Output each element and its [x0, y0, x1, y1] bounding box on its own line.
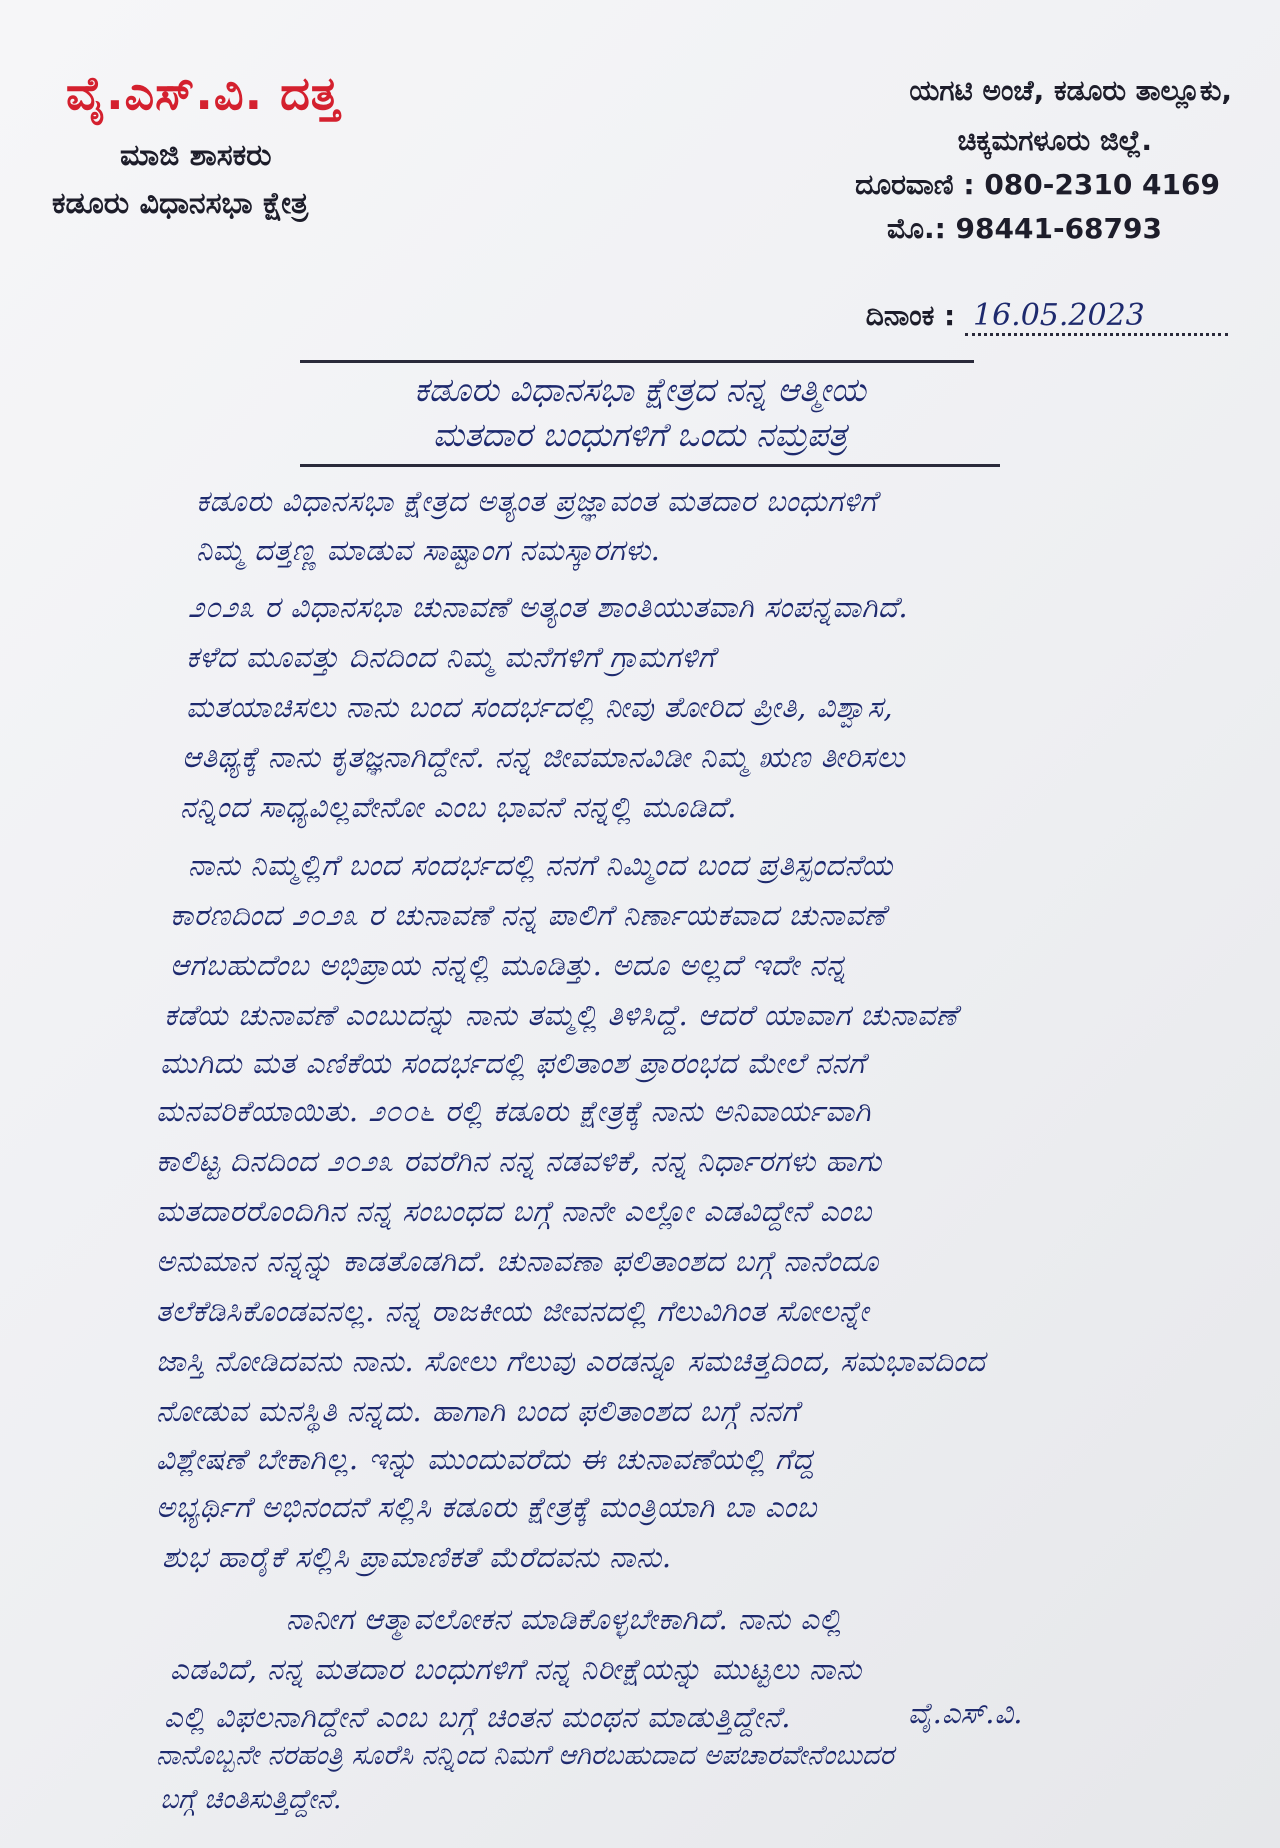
subject-top-rule: [300, 360, 974, 363]
body-line: ಆತಿಥ್ಯಕ್ಕೆ ನಾನು ಕೃತಜ್ಞನಾಗಿದ್ದೇನೆ. ನನ್ನ ಜೀವಮಾನವಿಡೀ ನಿಮ್ಮ ಋಣ ತೀರಿಸಲು: [182, 740, 906, 774]
subject-line-1: ಕಡೂರು ವಿಧಾನಸಭಾ ಕ್ಷೇತ್ರದ ನನ್ನ ಆತ್ಮೀಯ: [414, 370, 866, 409]
body-line: ಮತದಾರರೊಂದಿಗಿನ ನನ್ನ ಸಂಬಂಧದ ಬಗ್ಗೆ ನಾನೇ ಎಲ್ಲೋ ಎಡವಿದ್ದೇನೆ ಎಂಬ: [156, 1194, 872, 1228]
body-line: ಕಡೂರು ವಿಧಾನಸಭಾ ಕ್ಷೇತ್ರದ ಅತ್ಯಂತ ಪ್ರಜ್ಞಾವಂತ ಮತದಾರ ಬಂಧುಗಳಿಗೆ: [196, 484, 878, 518]
body-line: ಕಾಲಿಟ್ಟ ದಿನದಿಂದ ೨೦೨೩ ರವರೆಗಿನ ನನ್ನ ನಡವಳಿಕೆ, ನನ್ನ ನಿರ್ಧಾರಗಳು ಹಾಗು: [156, 1144, 882, 1178]
body-line: ಕಾರಣದಿಂದ ೨೦೨೩ ರ ಚುನಾವಣೆ ನನ್ನ ಪಾಲಿಗೆ ನಿರ್ಣಾಯಕವಾದ ಚುನಾವಣೆ: [170, 898, 886, 932]
body-line: ಮನವರಿಕೆಯಾಯಿತು. ೨೦೦೬ ರಲ್ಲಿ ಕಡೂರು ಕ್ಷೇತ್ರಕ್ಕೆ ನಾನು ಅನಿವಾರ್ಯವಾಗಿ: [156, 1094, 871, 1128]
body-line: ನನ್ನಿಂದ ಸಾಧ್ಯವಿಲ್ಲವೇನೋ ಎಂಬ ಭಾವನೆ ನನ್ನಲ್ಲಿ ಮೂಡಿದೆ.: [180, 790, 738, 824]
date-value: 16.05.2023: [965, 298, 1228, 336]
body-line: ಕಡೆಯ ಚುನಾವಣೆ ಎಂಬುದನ್ನು ನಾನು ತಮ್ಮಲ್ಲಿ ತಿಳಿಸಿದ್ದೆ. ಆದರೆ ಯಾವಾಗ ಚುನಾವಣೆ: [164, 998, 958, 1032]
date-row: [866, 298, 1228, 336]
body-line: ನಾನೊಬ್ಬನೇ ನರಹಂತ್ರಿ ಸೂರೆಸಿ ನನ್ನಿಂದ ನಿಮಗೆ ಆಗಿರಬಹುದಾದ ಅಪಚಾರವೇನೆಂಬುದರ: [156, 1740, 894, 1771]
body-line: ಅಭ್ಯರ್ಥಿಗೆ ಅಭಿನಂದನೆ ಸಲ್ಲಿಸಿ ಕಡೂರು ಕ್ಷೇತ್ರಕ್ಕೆ ಮಂತ್ರಿಯಾಗಿ ಬಾ ಎಂಬ: [156, 1490, 817, 1524]
body-line: ಆಗಬಹುದೆಂಬ ಅಭಿಪ್ರಾಯ ನನ್ನಲ್ಲಿ ಮೂಡಿತ್ತು. ಅದೂ ಅಲ್ಲದೆ ಇದೇ ನನ್ನ: [170, 948, 847, 982]
body-line: ಮತಯಾಚಿಸಲು ನಾನು ಬಂದ ಸಂದರ್ಭದಲ್ಲಿ ನೀವು ತೋರಿದ ಪ್ರೀತಿ, ವಿಶ್ವಾಸ,: [186, 690, 894, 724]
body-line: ಶುಭ ಹಾರೈಕೆ ಸಲ್ಲಿಸಿ ಪ್ರಾಮಾಣಿಕತೆ ಮೆರೆದವನು ನಾನು.: [162, 1540, 672, 1574]
letterhead-role: ಮಾಜಿ ಶಾಸಕರು: [120, 138, 272, 173]
address-line-1: ಯಗಟಿ ಅಂಚೆ, ಕಡೂರು ತಾಲ್ಲೂಕು,: [909, 74, 1232, 107]
subject-bottom-rule: [300, 464, 1000, 467]
body-line: ವಿಶ್ಲೇಷಣೆ ಬೇಕಾಗಿಲ್ಲ. ಇನ್ನು ಮುಂದುವರೆದು ಈ ಚುನಾವಣೆಯಲ್ಲಿ ಗೆದ್ದ: [156, 1442, 815, 1476]
mobile-number: ಮೊ.: 98441-68793: [887, 212, 1162, 245]
body-line: ಅನುಮಾನ ನನ್ನನ್ನು ಕಾಡತೊಡಗಿದೆ. ಚುನಾವಣಾ ಫಲಿತಾಂಶದ ಬಗ್ಗೆ ನಾನೆಂದೂ: [156, 1244, 879, 1278]
body-line: ಮುಗಿದು ಮತ ಎಣಿಕೆಯ ಸಂದರ್ಭದಲ್ಲಿ ಫಲಿತಾಂಶ ಪ್ರಾರಂಭದ ಮೇಲೆ ನನಗೆ: [160, 1046, 866, 1080]
letterhead-constituency: ಕಡೂರು ವಿಧಾನಸಭಾ ಕ್ಷೇತ್ರ: [52, 186, 309, 221]
body-line: ಕಳೆದ ಮೂವತ್ತು ದಿನದಿಂದ ನಿಮ್ಮ ಮನೆಗಳಿಗೆ ಗ್ರಾಮಗಳಿಗೆ: [186, 640, 716, 674]
address-line-2: ಚಿಕ್ಕಮಗಳೂರು ಜಿಲ್ಲೆ.: [957, 124, 1152, 157]
body-line: ನಾನು ನಿಮ್ಮಲ್ಲಿಗೆ ಬಂದ ಸಂದರ್ಭದಲ್ಲಿ ನನಗೆ ನಿಮ್ಮಿಂದ ಬಂದ ಪ್ರತಿಸ್ಪಂದನೆಯ: [188, 848, 893, 882]
body-line: ನೋಡುವ ಮನಸ್ಥಿತಿ ನನ್ನದು. ಹಾಗಾಗಿ ಬಂದ ಫಲಿತಾಂಶದ ಬಗ್ಗೆ ನನಗೆ: [156, 1394, 799, 1428]
signature: ವೈ.ಎಸ್.ವಿ.: [908, 1696, 1023, 1730]
body-line: ನಾನೀಗ ಆತ್ಮಾವಲೋಕನ ಮಾಡಿಕೊಳ್ಳಬೇಕಾಗಿದೆ. ನಾನು ಎಲ್ಲಿ: [286, 1602, 842, 1636]
body-line: ೨೦೨೩ ರ ವಿಧಾನಸಭಾ ಚುನಾವಣೆ ಅತ್ಯಂತ ಶಾಂತಿಯುತವಾಗಿ ಸಂಪನ್ನವಾಗಿದೆ.: [188, 590, 909, 624]
subject-line-2: ಮತದಾರ ಬಂಧುಗಳಿಗೆ ಒಂದು ನಮ್ರಪತ್ರ: [432, 415, 848, 454]
body-line: ಜಾಸ್ತಿ ನೋಡಿದವನು ನಾನು. ಸೋಲು ಗೆಲುವು ಎರಡನ್ನೂ ಸಮಚಿತ್ತದಿಂದ, ಸಮಭಾವದಿಂದ: [156, 1344, 986, 1378]
phone-number: ದೂರವಾಣಿ : 080-2310 4169: [855, 168, 1220, 201]
body-line: ಎಡವಿದೆ, ನನ್ನ ಮತದಾರ ಬಂಧುಗಳಿಗೆ ನನ್ನ ನಿರೀಕ್ಷೆಯನ್ನು ಮುಟ್ಟಲು ನಾನು: [170, 1652, 862, 1686]
body-line: ತಲೆಕೆಡಿಸಿಕೊಂಡವನಲ್ಲ. ನನ್ನ ರಾಜಕೀಯ ಜೀವನದಲ್ಲಿ ಗೆಲುವಿಗಿಂತ ಸೋಲನ್ನೇ: [156, 1294, 869, 1328]
letterhead-name: ವೈ.ಎಸ್.ವಿ. ದತ್ತ: [66, 66, 341, 120]
body-line: ನಿಮ್ಮ ದತ್ತಣ್ಣ ಮಾಡುವ ಸಾಷ್ಟಾಂಗ ನಮಸ್ಕಾರಗಳು.: [196, 533, 661, 567]
body-line: ಎಲ್ಲಿ ವಿಫಲನಾಗಿದ್ದೇನೆ ಎಂಬ ಬಗ್ಗೆ ಚಿಂತನ ಮಂಥನ ಮಾಡುತ್ತಿದ್ದೇನೆ.: [164, 1700, 791, 1734]
date-label: ದಿನಾಂಕ :: [865, 299, 956, 332]
body-line: ಬಗ್ಗೆ ಚಿಂತಿಸುತ್ತಿದ್ದೇನೆ.: [160, 1784, 342, 1815]
